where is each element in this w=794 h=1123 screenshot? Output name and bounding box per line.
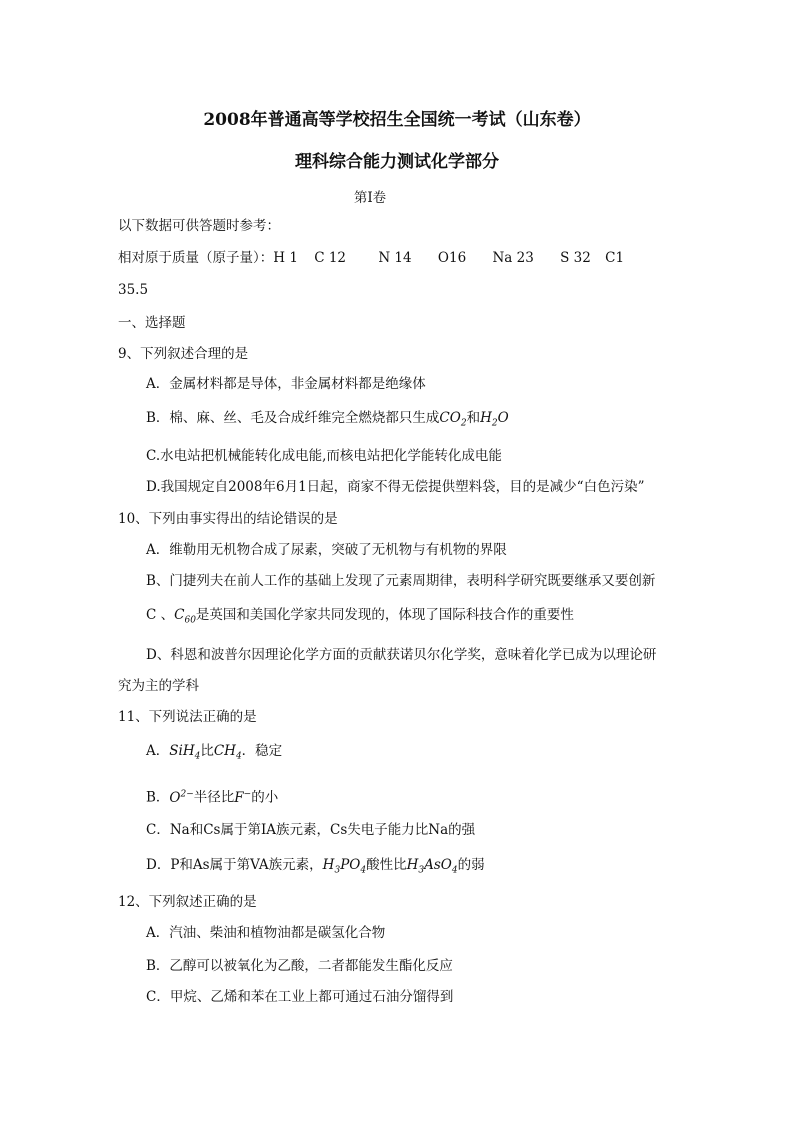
q11-b-label: B． <box>146 789 170 806</box>
q11-a-mid: 比 <box>200 743 214 759</box>
q11-a-text: ．稳定 <box>241 743 283 759</box>
formula-h3po4: $H_3PO_4$ <box>322 857 367 876</box>
mass-s: S 32 <box>560 250 591 266</box>
q9-option-d: D.我国规定自2008年6月1日起，商家不得无偿提供塑料袋，目的是减少“白色污染” <box>146 479 645 495</box>
q9-stem: 9、下列叙述合理的是 <box>118 346 249 362</box>
q9-b-text: B．棉、麻、丝、毛及合成纤维完全燃烧都只生成 <box>146 410 440 426</box>
ion-o2minus: $O^{2-}$ <box>169 789 194 806</box>
section-heading: 一、选择题 <box>118 315 186 331</box>
mass-c: C 12 <box>314 250 347 266</box>
q11-d-mid: 酸性比 <box>366 857 407 873</box>
q12-option-b: B．乙醇可以被氧化为乙酸，二者都能发生酯化反应 <box>146 958 453 974</box>
q10-stem: 10、下列由事实得出的结论错误的是 <box>118 511 338 527</box>
q10-option-d-line2: 究为主的学科 <box>118 678 199 694</box>
q11-option-c: C．Na和Cs属于第ⅠA族元素，Cs失电子能力比Na的强 <box>146 822 476 838</box>
exam-title: 2008年普通高等学校招生全国统一考试（山东卷） <box>203 110 591 130</box>
ion-fminus: F− <box>234 789 252 806</box>
mass-cl-value: 35.5 <box>118 282 149 298</box>
formula-h3aso4: $H_3AsO_4$ <box>406 857 458 876</box>
formula-h2o: $H_2O$ <box>480 410 509 429</box>
mass-h: H 1 <box>273 250 298 266</box>
q10-option-d-line1: D、科恩和波普尔因理论化学方面的贡献获诺贝尔化学奖，意味着化学已成为以理论研 <box>146 647 657 663</box>
q11-option-b <box>146 784 278 808</box>
q11-option-a <box>146 741 282 767</box>
q12-stem: 12、下列叙述正确的是 <box>118 894 257 910</box>
q11-a-label: A． <box>146 743 170 759</box>
q10-c-text: 是英国和美国化学家共同发现的，体现了国际科技合作的重要性 <box>195 607 574 623</box>
q11-d-text: D．P和As属于第VA族元素， <box>146 857 323 873</box>
q9-option-a: A．金属材料都是导体，非金属材料都是绝缘体 <box>146 376 426 392</box>
q10-option-a: A．维勒用无机物合成了尿素，突破了无机物与有机物的界限 <box>146 542 507 558</box>
q11-b-mid: 半径比 <box>193 789 235 806</box>
mass-o: O16 <box>437 250 467 266</box>
q10-c-label: C 、 <box>146 607 175 623</box>
q12-option-c: C．甲烷、乙烯和苯在工业上都可通过石油分馏得到 <box>146 989 454 1005</box>
q11-d-tail: 的弱 <box>457 857 485 873</box>
q10-option-c <box>146 605 574 631</box>
atomic-masses-line <box>118 248 624 268</box>
q9-b-and: 和 <box>466 410 481 426</box>
mass-na: Na 23 <box>492 250 534 266</box>
formula-c60: $C_{60}$ <box>174 607 196 626</box>
mass-cl: C1 <box>605 250 625 266</box>
formula-sih4: SiH$_4$ <box>169 743 201 762</box>
q9-option-b <box>146 408 509 434</box>
mass-n: N 14 <box>378 250 412 266</box>
q12-option-a: A．汽油、柴油和植物油都是碳氢化合物 <box>146 925 386 941</box>
exam-subtitle: 理科综合能力测试化学部分 <box>295 152 499 172</box>
q11-option-d <box>146 855 485 881</box>
q10-option-b: B、门捷列夫在前人工作的基础上发现了元素周期律，表明科学研究既要继承又要创新 <box>146 573 656 589</box>
masses-label: 相对原于质量（原子量）： <box>118 250 274 266</box>
volume-label: 第Ⅰ卷 <box>353 190 387 206</box>
formula-ch4: $CH_4$ <box>213 743 242 762</box>
q9-option-c: C.水电站把机械能转化成电能,而核电站把化学能转化成电能 <box>146 448 502 464</box>
q11-b-text: 的小 <box>251 789 279 806</box>
q11-stem: 11、下列说法正确的是 <box>118 709 257 725</box>
reference-intro: 以下数据可供答题时参考： <box>118 218 280 234</box>
formula-co2: $CO_2$ <box>439 410 467 429</box>
